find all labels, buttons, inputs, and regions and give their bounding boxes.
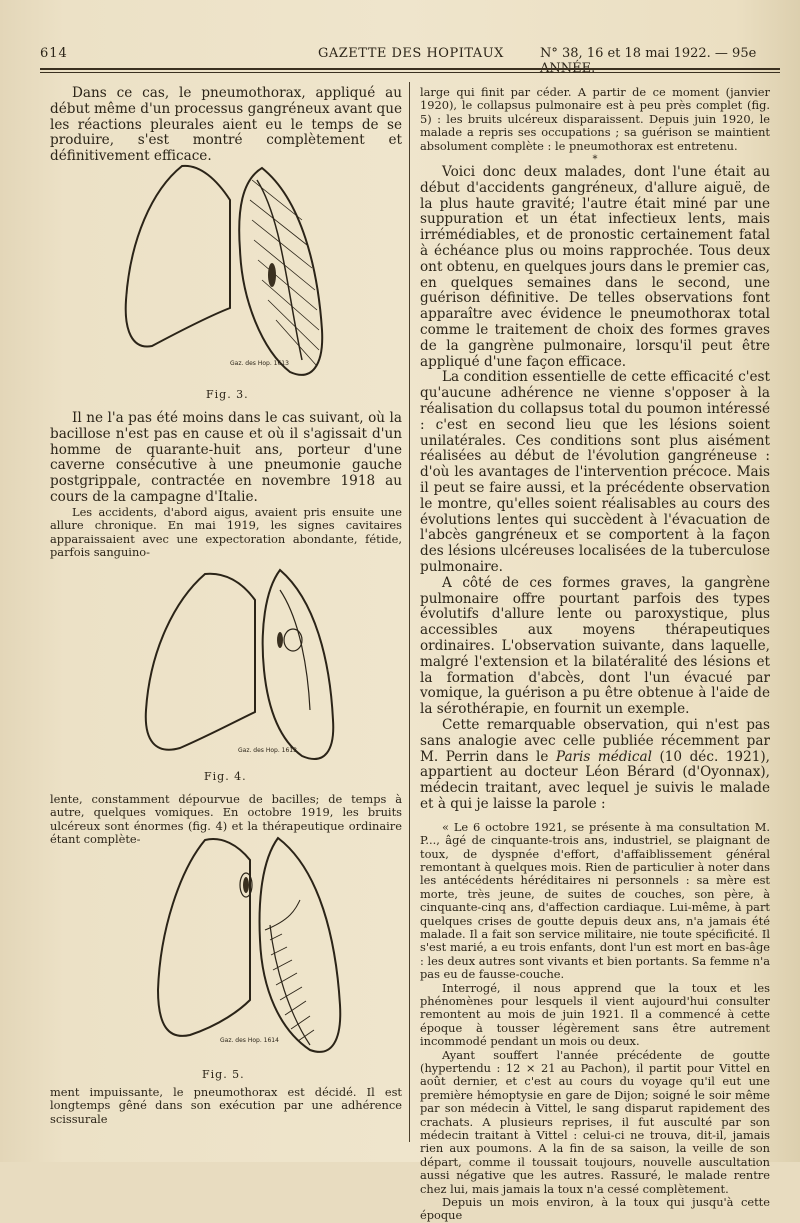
issue-info: N° 38, 16 et 18 mai 1922. — 95e ANNÉE.: [540, 46, 757, 76]
left-paragraph-3: [50, 506, 402, 560]
figure-3-caption: Fig. 3.: [206, 388, 249, 401]
paragraph-text: Il ne l'a pas été moins dans le cas suivant, où la bacillose n'est pas en cause et où il s'agissait d'un homme de quarante-huit ans, porteur d'une caverne consécutive à une pneumonie gauche postgrippale, contractée en novembre 1918 au cours de la campagne d'Italie.: [50, 410, 402, 505]
left-paragraph-5: [50, 1086, 402, 1126]
quoted-paragraph: « Le 6 octobre 1921, se présente à ma consultation M. P..., âgé de cinquante-trois ans, industriel, se plaignant de toux, de dyspnée d'effort, d'affaiblissement général remontant à quelques mois. Rien de particulier à noter dans les antécédents héréditaires ni personnels : sa mère est morte, très jeune, de suites de couches, son père, à cinquante-cinq ans, d'affection cardiaque. Lui-même, à part quelques crises de goutte depuis deux ans, n'a jamais été malade. Il a fait son service militaire, nie toute spécificité. Il s'est marié, a eu trois enfants, dont l'un est mort en bas-âge : les deux autres sont vivants et bien portants. Sa femme n'a pas eu de fausse-couche.: [420, 819, 770, 982]
figure-credit: Gaz. des Hop. 1613: [230, 360, 289, 367]
paragraph-text: large qui finit par céder. A partir de ce moment (janvier 1920), le collapsus pulmonaire est à peu près complet (fig. 5) : les bruits ulcéreux disparaissent. Depuis juin 1920, le malade a repris ses occupations ; sa guérison se maintient absolument complète : le pneumothorax est entretenu.: [420, 85, 770, 153]
page-number: 614: [40, 46, 68, 61]
figure-5-lung-diagram: [150, 830, 350, 1060]
journal-title: GAZETTE DES HOPITAUX: [318, 46, 504, 61]
chest-xray-sketch-icon: [150, 830, 350, 1060]
figure-4-lung-diagram: [130, 560, 350, 770]
figure-4-caption: Fig. 4.: [204, 770, 247, 783]
paragraph-text: [420, 718, 770, 813]
quoted-paragraph: Depuis un mois environ, à la toux qui jusqu'à cette époque: [420, 1195, 770, 1223]
left-paragraph-2: [50, 411, 402, 506]
running-header: [0, 46, 800, 76]
chest-xray-sketch-icon: [130, 560, 350, 770]
paragraph-text: ment impuissante, le pneumothorax est décidé. Il est longtemps gêné dans son exécution par une adhérence scissurale: [50, 1085, 402, 1126]
paragraph-text: lente, constamment dépourvue de bacilles; de temps à autre, quelques vomiques. En octobre 1919, les bruits ulcéreux sont énormes (fig. 4) et la thérapeutique ordinaire étant complète-: [50, 792, 402, 847]
quoted-paragraph: Ayant souffert l'année précédente de goutte (hypertendu : 12 × 21 au Pachon), il partit pour Vittel en août dernier, et c'est au cours du voyage qu'il eut une première hémoptysie en gare de Dijon; soigné le soir même par son médecin à Vittel, le sang disparut rapidement des crachats. A plusieurs reprises, il fut ausculté par son médecin traitant à Vittel : celui-ci ne trouva, dit-il, jamais rien aux poumons. A la fin de sa saison, la veille de son départ, comme il toussait toujours, nouvelle auscultation aussi négative que les autres. Rassuré, le malade rentre chez lui, mais jamais la toux n'a cessé complètement.: [420, 1047, 770, 1196]
text-run: (10 déc. 1921), appartient au docteur Léon Bérard (d'Oyonnax), médecin traitant, avec lequel je suivis le malade et à qui je laisse la parole :: [420, 748, 770, 812]
paragraph-text: Les accidents, d'abord aigus, avaient pris ensuite une allure chronique. En mai 1919, les signes cavitaires apparaissaient avec une expectoration abondante, fétide, parfois sanguino-: [50, 505, 402, 560]
paragraph-text: Dans ce cas, le pneumothorax, appliqué au début même d'un processus gangréneux avant que les réactions pleurales aient eu le temps de se produire, s'est montré complètement et définitivement efficace.: [50, 85, 402, 165]
figure-credit: Gaz. des Hop. 1614: [220, 1037, 279, 1044]
chest-xray-sketch-icon: [112, 160, 332, 390]
paragraph-text: A côté de ces formes graves, la gangrène pulmonaire offre pourtant parfois des types évolutifs d'allure lente ou paroxystique, plus accessibles aux moyens thérapeutiques ordinaires. L'observation suivante, dans laquelle, malgré l'extension et la bilatéralité des lésions et la formation d'abcès, dont l'un évacué par vomique, la guérison a pu être obtenue à l'aide de la sérothérapie, en fournit un exemple.: [420, 574, 770, 718]
figure-5-caption: Fig. 5.: [202, 1068, 245, 1081]
column-divider: [409, 82, 410, 1142]
quoted-paragraph: Interrogé, il nous apprend que la toux et les phénomènes pour lesquels il vient aujourd'hui consulter remontent au mois de juin 1921. Il a commencé à cette époque à tousser légèrement sans être autrement incommodé pendant un mois ou deux.: [420, 980, 770, 1049]
right-column: [420, 86, 770, 1223]
section-separator: *: [592, 154, 598, 166]
paragraph-text: La condition essentielle de cette efficacité c'est qu'aucune adhérence ne vienne s'opposer à la réalisation du collapsus total du poumon intéressé : c'est en second lieu que les lésions soient unilatérales. Ces conditions sont plus aisément réalisées au début de l'évolution gangréneuse : d'où les avantages de l'intervention précoce. Mais il peut se faire aussi, et la précédente observation le montre, qu'elles soient réalisables au cours des évolutions lentes qui succèdent à l'évacuation de l'abcès gangréneux et se comportent à la façon des lésions ulcéreuses localisées de la tuberculose pulmonaire.: [420, 369, 770, 575]
figure-3-lung-diagram: [112, 160, 332, 390]
header-rule-thin: [40, 72, 780, 73]
paragraph-text: Voici donc deux malades, dont l'une était au début d'accidents gangréneux, d'allure aiguë, de la plus haute gravité; l'autre était miné par une suppuration et un état infectieux lents, mais irrémédiables, et de pronostic certainement fatal à échéance plus ou moins rapprochée. Tous deux ont obtenu, en quelques jours dans le premier cas, en quelques semaines dans le second, une guérison définitive. De telles observations font apparaître avec évidence le pneumothorax total comme le traitement de choix des formes graves de la gangrène pulmonaire, lorsqu'il peut être appliqué d'une façon efficace.: [420, 164, 770, 370]
figure-credit: Gaz. des Hop. 1613: [238, 747, 297, 754]
journal-name: Paris médical: [555, 748, 652, 765]
text-run: Cette remarquable observation, qui n'est pas sans analogie avec celle publiée récemment par M. Perrin dans le: [420, 716, 770, 765]
header-rule: [40, 68, 780, 70]
left-paragraph-1: [50, 86, 402, 165]
